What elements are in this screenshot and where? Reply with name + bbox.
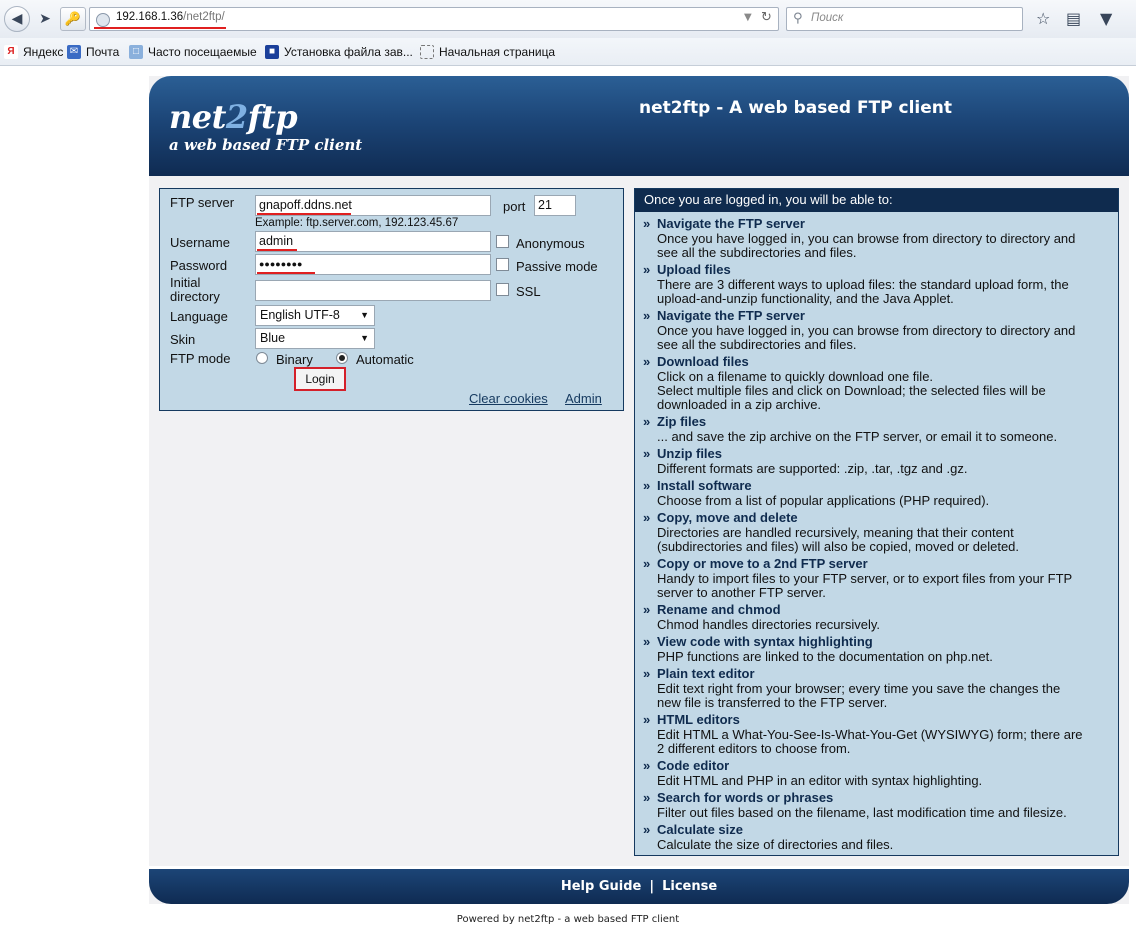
ftp-server-input[interactable]: gnapoff.ddns.net (255, 195, 491, 216)
double-chevron-icon: » (643, 308, 651, 323)
feature-description: Select multiple files and click on Download; the selected files will be (657, 383, 1046, 398)
feature-item (643, 602, 1118, 632)
initial-directory-label: Initial directory (170, 275, 220, 304)
feature-title: Code editor (657, 758, 730, 773)
admin-link[interactable]: Admin (565, 391, 602, 406)
bookmarks-list-icon[interactable]: ▤ (1066, 9, 1082, 28)
search-bar[interactable] (786, 7, 1023, 31)
site-header (149, 76, 1129, 176)
dropdown-arrow-icon: ▼ (360, 333, 369, 343)
bookmark-home-page[interactable]: Начальная страница (420, 45, 555, 59)
feature-title: Upload files (657, 262, 731, 277)
server-underline-annotation (257, 213, 351, 215)
globe-icon (96, 13, 110, 27)
feature-description: (subdirectories and files) will also be copied, moved or deleted. (657, 539, 1020, 554)
feature-description: 2 different editors to choose from. (657, 741, 851, 756)
double-chevron-icon: » (643, 262, 651, 277)
pocket-icon[interactable]: ▼ (1100, 9, 1113, 28)
feature-description: Chmod handles directories recursively. (657, 617, 881, 632)
license-link[interactable]: License (662, 879, 718, 894)
key-icon: 🔑 (64, 11, 82, 27)
username-underline-annotation (257, 249, 297, 251)
username-label: Username (170, 235, 230, 250)
ftp-mode-label: FTP mode (170, 351, 231, 366)
automatic-radio[interactable] (336, 352, 348, 364)
feature-title: Copy, move and delete (657, 510, 798, 525)
server-example: Example: ftp.server.com, 192.123.45.67 (255, 217, 459, 229)
anonymous-checkbox[interactable] (496, 235, 509, 248)
feature-description: Click on a filename to quickly download one file. (657, 369, 934, 384)
feature-item (643, 666, 1118, 710)
initial-directory-input[interactable] (255, 280, 491, 301)
page-title: net2ftp - A web based FTP client (639, 98, 953, 118)
net2ftp-page (149, 76, 1129, 904)
feature-description: Choose from a list of popular applications (PHP required). (657, 493, 990, 508)
feature-title: HTML editors (657, 712, 740, 727)
feature-item (643, 478, 1118, 508)
search-input[interactable] (811, 12, 1011, 24)
skin-label: Skin (170, 332, 196, 347)
feature-title: Rename and chmod (657, 602, 781, 617)
feature-description: Edit HTML and PHP in an editor with syntax highlighting. (657, 773, 983, 788)
binary-radio[interactable] (256, 352, 268, 364)
login-button[interactable]: Login (294, 367, 346, 391)
site-icon: ■ (265, 45, 279, 59)
identity-button[interactable] (60, 7, 86, 31)
feature-item (643, 712, 1118, 756)
search-icon: ⚲ (793, 11, 803, 26)
feature-title: Calculate size (657, 822, 743, 837)
feature-title: Unzip files (657, 446, 723, 461)
forward-button[interactable] (34, 8, 56, 30)
double-chevron-icon: » (643, 446, 651, 461)
page-icon: □ (129, 45, 143, 59)
dropdown-arrow-icon[interactable]: ▼ (744, 12, 752, 23)
double-chevron-icon: » (643, 556, 651, 571)
feature-description: Directories are handled recursively, meaning that their content (657, 525, 1014, 540)
feature-description: Edit text right from your browser; every time you save the changes the (657, 681, 1061, 696)
feature-title: View code with syntax highlighting (657, 634, 873, 649)
star-icon[interactable]: ☆ (1036, 9, 1051, 28)
feature-item (643, 354, 1118, 412)
feature-description: Once you have logged in, you can browse from directory to directory and (657, 231, 1076, 246)
feature-title: Zip files (657, 414, 707, 429)
feature-item (643, 790, 1118, 820)
double-chevron-icon: » (643, 712, 651, 727)
double-chevron-icon: » (643, 790, 651, 805)
help-guide-link[interactable]: Help Guide (560, 879, 642, 894)
browser-toolbar (0, 0, 1136, 38)
feature-item (643, 510, 1118, 554)
feature-title: Copy or move to a 2nd FTP server (657, 556, 868, 571)
feature-description: upload-and-unzip functionality, and the Java Applet. (657, 291, 954, 306)
yandex-icon: Я (4, 45, 18, 59)
feature-item (643, 556, 1118, 600)
double-chevron-icon: » (643, 414, 651, 429)
double-chevron-icon: » (643, 354, 651, 369)
feature-item (643, 308, 1118, 352)
password-label: Password (170, 258, 228, 273)
double-chevron-icon: » (643, 666, 651, 681)
port-input[interactable]: 21 (534, 195, 576, 216)
login-form (159, 188, 624, 411)
feature-description: new file is transferred to the FTP server. (657, 695, 888, 710)
arrow-left-icon: ◀ (11, 11, 23, 27)
feature-description: Calculate the size of directories and files. (657, 837, 894, 852)
dropdown-arrow-icon: ▼ (360, 310, 369, 320)
double-chevron-icon: » (643, 216, 651, 231)
feature-item (643, 446, 1118, 476)
feature-item (643, 634, 1118, 664)
logo-tagline: a web based FTP client (169, 136, 363, 154)
feature-title: Install software (657, 478, 752, 493)
passive-mode-checkbox[interactable] (496, 258, 509, 271)
feature-description: see all the subdirectories and files. (657, 245, 857, 260)
bookmark-mail[interactable]: ✉ Почта (67, 45, 119, 59)
feature-item (643, 216, 1118, 260)
feature-item (643, 758, 1118, 788)
back-button[interactable] (4, 6, 30, 32)
mail-icon: ✉ (67, 45, 81, 59)
url-text: 192.168.1.36/net2ftp/ (116, 11, 225, 23)
double-chevron-icon: » (643, 634, 651, 649)
double-chevron-icon: » (643, 822, 651, 837)
feature-item (643, 262, 1118, 306)
port-label: port (503, 199, 526, 214)
bookmarks-toolbar (0, 38, 1136, 66)
feature-title: Navigate the FTP server (657, 308, 805, 323)
footer-separator: | (649, 879, 655, 894)
feature-description: Once you have logged in, you can browse from directory to directory and (657, 323, 1076, 338)
ftp-server-label: FTP server (170, 195, 235, 210)
powered-by-text: Powered by net2ftp - a web based FTP client (456, 914, 680, 925)
reload-icon[interactable]: ↻ (761, 10, 772, 25)
language-select[interactable]: English UTF-8 ▼ (255, 305, 375, 326)
feature-title: Search for words or phrases (657, 790, 834, 805)
feature-title: Plain text editor (657, 666, 755, 681)
ssl-checkbox[interactable] (496, 283, 509, 296)
binary-label: Binary (276, 352, 313, 367)
net2ftp-logo[interactable]: net2ftp (169, 98, 298, 136)
feature-description: PHP functions are linked to the documentation on php.net. (657, 649, 993, 664)
password-underline-annotation (257, 272, 315, 274)
site-footer (149, 866, 1129, 904)
password-input[interactable]: ●●●●●●●● (255, 254, 491, 275)
double-chevron-icon: » (643, 758, 651, 773)
feature-description: ... and save the zip archive on the FTP server, or email it to someone. (657, 429, 1058, 444)
feature-description: Handy to import files to your FTP server, or to export files from your FTP (657, 571, 1073, 586)
feature-item (643, 822, 1118, 852)
feature-item (643, 414, 1118, 444)
automatic-label: Automatic (356, 352, 414, 367)
ssl-label: SSL (516, 284, 541, 299)
features-list (635, 212, 1118, 852)
feature-description: Edit HTML a What-You-See-Is-What-You-Get (WYSIWYG) form; there are (657, 727, 1083, 742)
feature-description: There are 3 different ways to upload files: the standard upload form, the (657, 277, 1069, 292)
username-input[interactable]: admin (255, 231, 491, 252)
feature-description: Different formats are supported: .zip, .tar, .tgz and .gz. (657, 461, 968, 476)
bookmark-most-visited[interactable]: □ Часто посещаемые (129, 45, 257, 59)
anonymous-label: Anonymous (516, 236, 585, 251)
feature-title: Navigate the FTP server (657, 216, 805, 231)
blank-page-icon (420, 45, 434, 59)
bookmark-install-file[interactable]: ■ Установка файла зав... (265, 45, 413, 59)
skin-select[interactable]: Blue ▼ (255, 328, 375, 349)
url-underline-annotation (94, 27, 226, 29)
address-bar[interactable] (89, 7, 779, 31)
features-heading: Once you are logged in, you will be able to: (635, 189, 1118, 212)
arrow-right-icon: ➤ (39, 11, 51, 27)
double-chevron-icon: » (643, 510, 651, 525)
double-chevron-icon: » (643, 602, 651, 617)
language-label: Language (170, 309, 228, 324)
feature-description: server to another FTP server. (657, 585, 826, 600)
feature-title: Download files (657, 354, 749, 369)
feature-description: downloaded in a zip archive. (657, 397, 822, 412)
double-chevron-icon: » (643, 478, 651, 493)
features-panel (634, 188, 1119, 856)
bookmark-yandex[interactable]: Я Яндекс (4, 45, 63, 59)
clear-cookies-link[interactable]: Clear cookies (469, 391, 548, 406)
feature-description: see all the subdirectories and files. (657, 337, 857, 352)
passive-mode-label: Passive mode (516, 259, 598, 274)
feature-description: Filter out files based on the filename, last modification time and filesize. (657, 805, 1067, 820)
